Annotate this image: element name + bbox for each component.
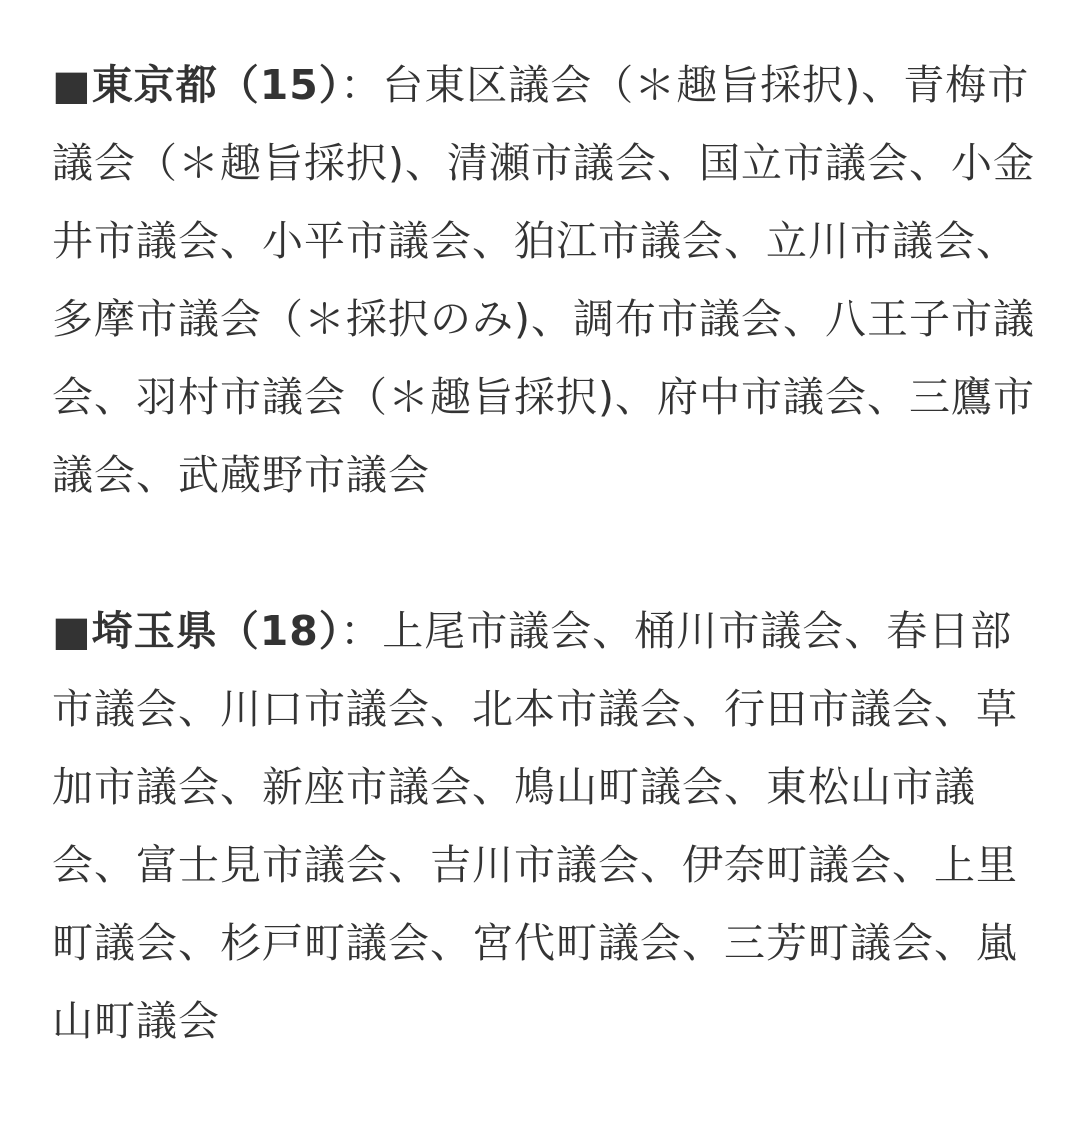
section-heading-saitama: ■埼玉県（18）: [52, 607, 341, 655]
document-page: [52, 46, 1042, 1060]
section-saitama: [52, 592, 1042, 1060]
section-heading-tokyo: ■東京都（15）: [52, 61, 341, 109]
section-tokyo: [52, 46, 1042, 514]
heading-separator: ：: [340, 61, 383, 109]
heading-separator: ：: [340, 607, 383, 655]
council-list-saitama: 上尾市議会、桶川市議会、春日部市議会、川口市議会、北本市議会、行田市議会、草加市議会、新座市議会、鳩山町議会、東松山市議会、富士見市議会、吉川市議会、伊奈町議会、上里町議会、杉戸町議会、宮代町議会、三芳町議会、嵐山町議会: [52, 607, 1018, 1045]
council-list-tokyo: 台東区議会（＊趣旨採択)、青梅市議会（＊趣旨採択)、清瀬市議会、国立市議会、小金井市議会、小平市議会、狛江市議会、立川市議会、多摩市議会（＊採択のみ)、調布市議会、八王子市議会、羽村市議会（＊趣旨採択)、府中市議会、三鷹市議会、武蔵野市議会: [52, 61, 1035, 499]
